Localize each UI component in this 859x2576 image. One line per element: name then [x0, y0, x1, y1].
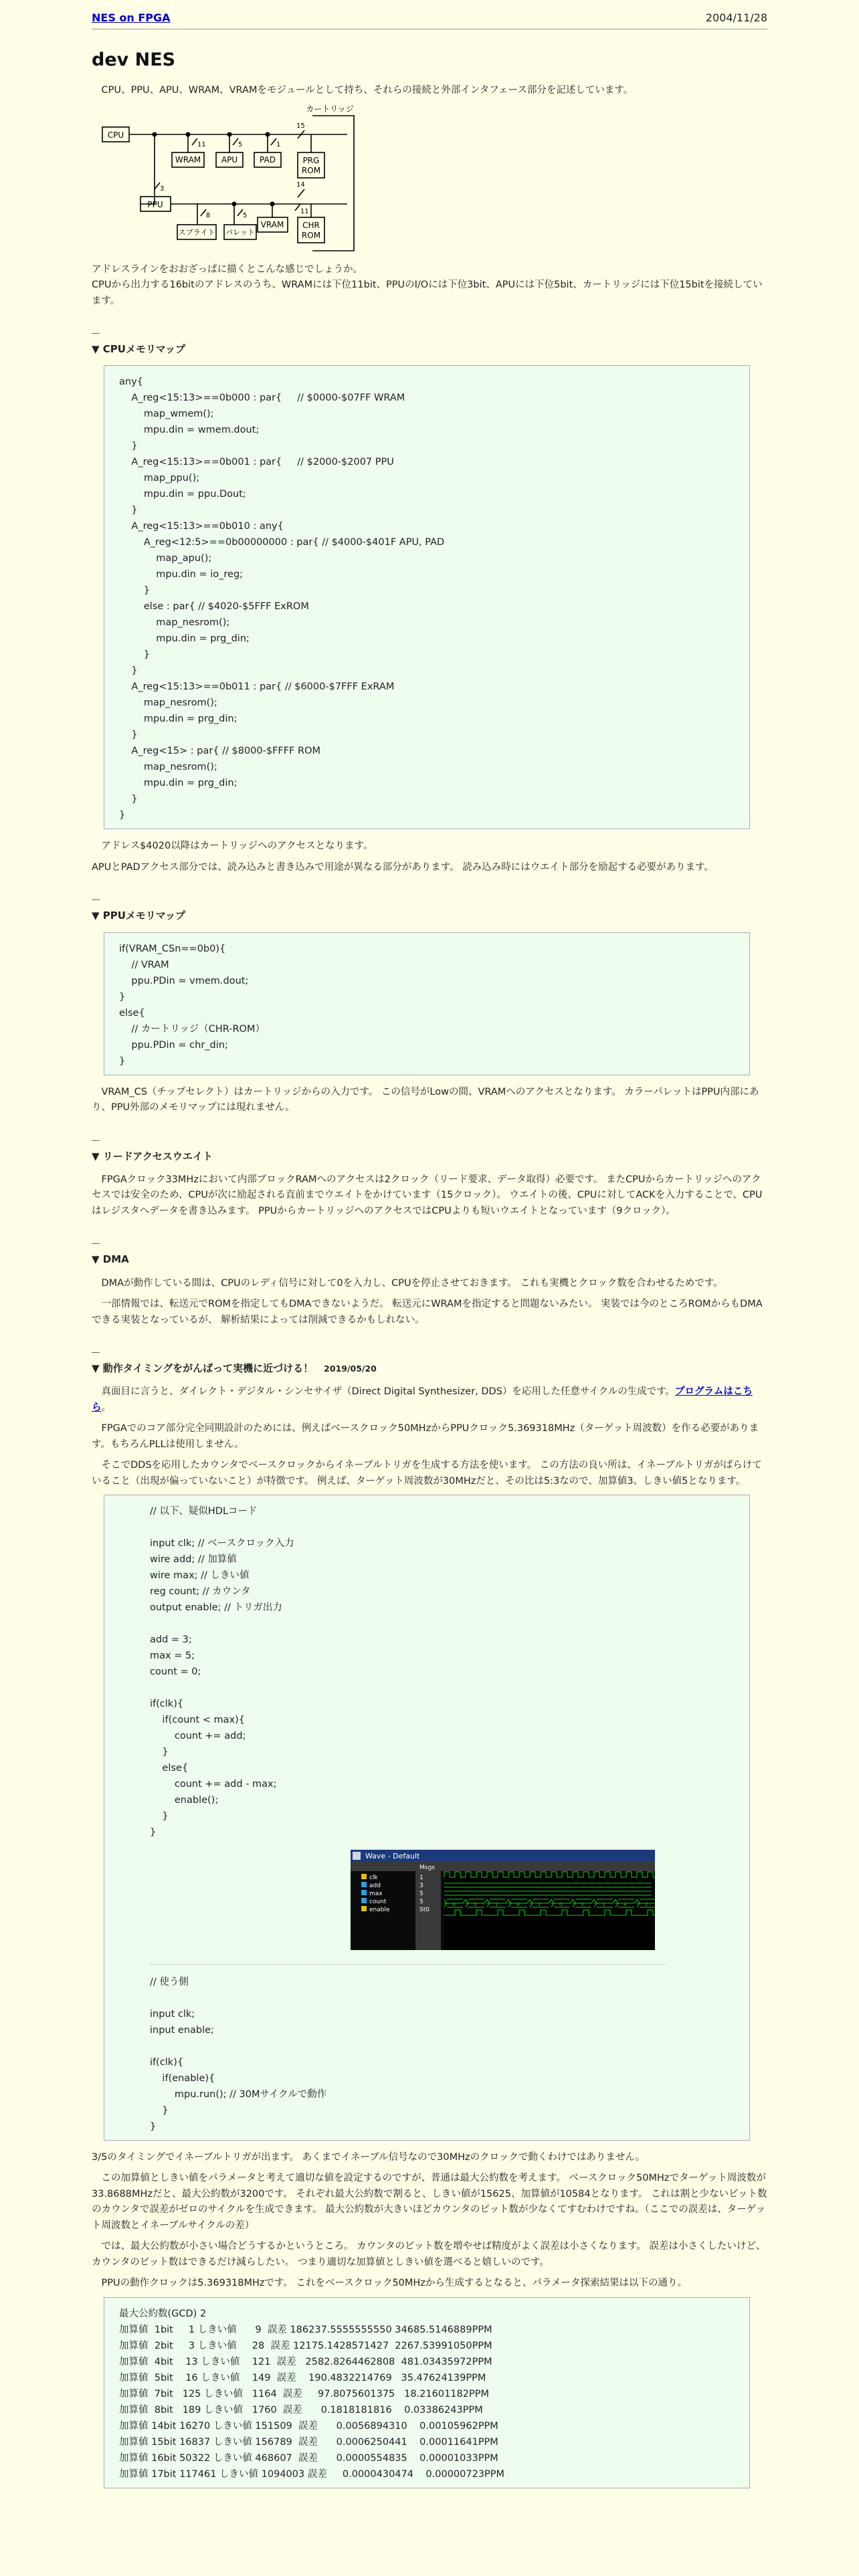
bus-width-cart: 15 [296, 122, 305, 130]
signal-icon [361, 1890, 367, 1895]
code-line [150, 1616, 749, 1632]
section-dma: ▼ DMA [92, 1253, 129, 1266]
wave-signal-value: St0 [419, 1907, 430, 1914]
wave-title: Wave - Default [365, 1852, 420, 1861]
section-separator: ― [92, 1239, 100, 1249]
code-line: any{ [119, 377, 143, 388]
chr-rom-box-label: ROM [301, 231, 321, 241]
code-line: } [150, 2105, 169, 2116]
code-line: input enable; [150, 2024, 214, 2036]
code-line: map_apu(); [119, 553, 212, 564]
wave-signal-name: clk [369, 1874, 378, 1882]
code-line: else{ [119, 1007, 145, 1018]
code-line [150, 1990, 749, 2006]
code-line: A_reg<15:13>==0b001 : par{ // $2000-$2007 PPU [119, 457, 394, 468]
hdl-code [150, 1503, 749, 1840]
code-line: 加算値 8bit 189 しきい値 1760 誤差 0.1818181816 0.03386243PPM [119, 2404, 483, 2416]
timing-intro: 真面目に言うと、ダイレクト・デジタル・シンセサイザ（Direct Digital Synthesizer, DDS）を応用した任意サイクルの生成です。プログラムはこちら。 [92, 1386, 753, 1413]
code-line: wire max; // しきい値 [150, 1570, 250, 1582]
code-line: 加算値 2bit 3 しきい値 28 誤差 12175.1428571427 2267.53991050PPM [119, 2340, 492, 2351]
code-line: } [119, 991, 126, 1002]
wave-msgs: Msgs [419, 1864, 435, 1872]
code-line: if(enable){ [150, 2072, 215, 2084]
count-value: 2 [645, 1902, 648, 1908]
divider [150, 1964, 665, 1965]
prg-box-label: PRG [302, 156, 320, 166]
code-line: A_reg<15:13>==0b000 : par{ // $0000-$07FF WRAM [119, 393, 405, 404]
code-line [150, 1680, 749, 1696]
home-link[interactable]: NES on FPGA [92, 11, 171, 24]
wave-signal-value: 3 [419, 1883, 423, 1890]
code-line: mpu.din = prg_din; [119, 633, 250, 645]
count-value: 2 [538, 1902, 541, 1908]
wave-signal-value: 1 [419, 1874, 423, 1882]
section-separator: ― [92, 895, 100, 905]
code-line: A_reg<15:13>==0b010 : any{ [119, 521, 284, 532]
code-line: map_nesrom(); [119, 617, 230, 629]
cartridge-label: カートリッジ [306, 104, 354, 114]
code-block-ppu [104, 932, 750, 1075]
bus-width-wram: 11 [197, 141, 206, 149]
code-line: mpu.din = io_reg; [119, 569, 244, 580]
code-line: mpu.din = prg_din; [119, 778, 237, 789]
wave-signal-value: 5 [419, 1899, 423, 1906]
code-line: ppu.PDin = chr_din; [119, 1039, 228, 1051]
bus-width-palette: 5 [243, 212, 248, 220]
count-value: 1 [495, 1902, 498, 1908]
code-line: } [119, 794, 138, 805]
section-timing: ▼ 動作タイミングをがんばって実機に近づける！ 2019/05/20 [92, 1362, 377, 1375]
program-link[interactable]: プログラムはこちら [92, 1386, 753, 1413]
code-line [150, 2038, 749, 2054]
code-line: output enable; // トリガ出力 [150, 1602, 282, 1614]
code-line: else{ [150, 1763, 189, 1774]
code-block-hdl [104, 1495, 750, 2140]
code-line: map_nesrom(); [119, 697, 217, 709]
code-line: } [119, 505, 138, 516]
vram-box-label: VRAM [260, 220, 284, 230]
wave-signal-name: add [369, 1883, 381, 1890]
section-separator: ― [92, 1135, 100, 1145]
section-ppu-memory-map: ▼ PPUメモリマップ [92, 909, 186, 922]
count-value: 1 [602, 1902, 605, 1908]
code-line: } [119, 810, 126, 821]
count-value: 4 [516, 1902, 520, 1908]
code-line: map_ppu(); [119, 473, 200, 484]
waveform-screenshot [351, 1850, 749, 1955]
section-date: 2019/05/20 [324, 1364, 377, 1374]
code-line: 加算値 14bit 16270 しきい値 151509 誤差 0.0056894310 0.00105962PPM [119, 2420, 498, 2432]
code-line: add = 3; [150, 1634, 192, 1646]
code-line: enable(); [150, 1795, 219, 1806]
after-hdl-text: 3/5のタイミングでイネーブルトリガが出ます。 あくまでイネーブル信号なので30MHzのクロックで動くわけではありません。 [92, 2151, 646, 2163]
ppu-clock-text: PPUの動作クロックは5.369318MHzです。 これをベースクロック50MHzから生成するとなると、パラメータ探索結果は以下の通り。 [101, 2278, 687, 2289]
code-line: A_reg<15:13>==0b011 : par{ // $6000-$7FFF ExRAM [119, 681, 395, 693]
code-line: 加算値 17bit 117461 しきい値 1094003 誤差 0.0000430474 0.00000723PPM [119, 2468, 505, 2480]
header-date: 2004/11/28 [705, 11, 767, 24]
wave-signal-name: count [369, 1899, 387, 1906]
section-separator: ― [92, 328, 100, 338]
timing-text-2: FPGAでのコア部分完全同期設計のためには、例えばベースクロック50MHzからPPUクロック5.369318MHz（ターゲット周波数）を作る必要があります。もちろんPLLは使用しません。 [92, 1423, 759, 1450]
bus-width-sprite: 8 [206, 212, 211, 220]
code-line: A_reg<15> : par{ // $8000-$FFFF ROM [119, 746, 321, 757]
code-line: 加算値 15bit 16837 しきい値 156789 誤差 0.0006250441 0.00011641PPM [119, 2436, 498, 2448]
code-line: wire add; // 加算値 [150, 1554, 237, 1566]
prg-rom-box-label: ROM [301, 166, 321, 176]
read-wait-text: FPGAクロック33MHzにおいて内部ブロックRAMへのアクセスは2クロック（リード要求、データ取得）必要です。 またCPUからカートリッジへのアクセスでは安全のため、CPUが次に励起される直前までウエイトをかけています（15クロック）。 ウエイトの後、CPUに対してACKを入力することで、CPUはレジスタへデータを書き込みます。 PPUからカートリッジへのアクセスではCPUよりも短いウエイトとなっています（9クロック）。 [92, 1174, 763, 1216]
code-line: if(VRAM_CSn==0b0){ [119, 943, 226, 954]
code-line: if(clk){ [150, 1699, 184, 1710]
ppu-map-note: VRAM_CS（チップセレクト）はカートリッジからの入力です。 この信号がLowの間、VRAMへのアクセスとなります。 カラーパレットはPPU内部にあり、PPU外部のメモリマップには現れません。 [92, 1086, 759, 1113]
code-line: 加算値 5bit 16 しきい値 149 誤差 190.4832214769 35.47624139PPM [119, 2372, 486, 2383]
apu-box-label: APU [221, 155, 238, 165]
count-value: 3 [581, 1902, 584, 1908]
code-line: // カートリッジ（CHR-ROM） [119, 1023, 265, 1035]
code-line: } [150, 1827, 157, 1838]
signal-icon [361, 1906, 367, 1911]
code-block-gcd [104, 2297, 750, 2488]
wave-signal-name: max [369, 1891, 383, 1898]
section-cpu-memory-map: ▼ CPUメモリマップ [92, 343, 186, 356]
block-diagram [97, 104, 767, 257]
code-line: map_nesrom(); [119, 762, 217, 773]
code-line: if(count < max){ [150, 1715, 245, 1726]
page-header [92, 0, 767, 29]
code-line: } [119, 585, 151, 597]
code-line: 加算値 1bit 1 しきい値 9 誤差 186237.5555555550 34685.5146889PPM [119, 2324, 492, 2335]
count-value: 0 [452, 1902, 456, 1908]
use-side-code [150, 1974, 749, 2135]
code-block-cpu [104, 365, 750, 829]
signal-icon [361, 1882, 367, 1887]
code-line: } [150, 1811, 169, 1822]
bus-width-ppu: 3 [160, 185, 165, 193]
bus-width-apu: 5 [238, 141, 243, 149]
wave-signal-name: enable [369, 1907, 390, 1914]
small-gcd-text: では、最大公約数が小さい場合どうするかというところ。 カウンタのビット数を増やせば精度がよく誤差は小さくなります。 誤差は小さくしたいけど、カウンタのビット数はできるだけ減らしたい。 つまり適切な加算値としきい値を選べると嬉しいのです。 [92, 2241, 766, 2268]
code-line: } [119, 649, 151, 661]
bus-width-pad: 1 [276, 141, 281, 149]
code-line: mpu.din = ppu.Dout; [119, 489, 246, 500]
code-line: mpu.din = wmem.dout; [119, 425, 260, 436]
code-line: mpu.run(); // 30Mサイクルで動作 [150, 2088, 327, 2100]
page-title: dev NES [92, 49, 176, 70]
code-line: // 以下、疑似HDLコード [150, 1506, 258, 1517]
dma-text-1: DMAが動作している間は、CPUのレディ信号に対して0を入力し、CPUを停止させておきます。 これも実機とクロック数を合わせるためです。 [101, 1277, 723, 1289]
count-value: 4 [624, 1902, 627, 1908]
code-line: } [119, 1055, 126, 1067]
code-line: max = 5; [150, 1650, 195, 1662]
count-value: 3 [474, 1902, 477, 1908]
bus-width-chr: 14 [296, 181, 305, 189]
section-separator: ― [92, 1348, 100, 1358]
code-line: if(clk){ [150, 2056, 184, 2068]
gcd-text: この加算値としきい値をパラメータと考えて適切な値を設定するのですが、普通は最大公約数を考えます。 ベースクロック50MHzでターゲット周波数が33.8688MHzだと、最大公約数が3200です。 それぞれ最大公約数で割ると、しきい値が15625、加算値が10584となります。 これは割と少ないビット数のカウンタで誤差がゼロのサイクルを生成できます。 最大公約数が大きいほどカウンタのビット数が少なくてすむわけですね。（ここでの誤差は、ターゲット周波数とイネーブルサイクルの差） [92, 2173, 767, 2231]
bus-width-vram: 11 [300, 208, 309, 216]
sprite-box-label: スプライト [178, 228, 215, 237]
wram-box-label: WRAM [175, 155, 201, 165]
code-line: A_reg<12:5>==0b00000000 : par{ // $4000-$401F APU, PAD [119, 537, 445, 548]
timing-text-3: そこでDDSを応用したカウンタでベースクロックからイネーブルトリガを生成する方法を使います。 この方法の良い所は、イネーブルトリガがばらけていること（出現が偏っていないこと）が特徴です。 例えば、ターゲット周波数が30MHzだと、その比は5:3なので、加算値3、しきい値5となります。 [92, 1460, 762, 1487]
chr-box-label: CHR [302, 221, 320, 231]
code-line: map_wmem(); [119, 409, 214, 420]
cpu-map-note: アドレス$4020以降はカートリッジへのアクセスとなります。 [101, 841, 373, 852]
palette-box-label: パレット [225, 228, 255, 237]
dma-text-2: 一部情報では、転送元でROMを指定してもDMAできないようだ。 転送元にWRAMを指定すると問題ないみたい。 実装では今のところROMからもDMAできる実装となっているが、 解析結果によっては削減できるかもしれない。 [92, 1299, 763, 1325]
code-line: reg count; // カウンタ [150, 1586, 251, 1598]
intro-text: CPU、PPU、APU、WRAM、VRAMをモジュールとして持ち、それらの接続と外部インタフェース部分を記述しています。 [101, 84, 634, 96]
code-line: count = 0; [150, 1667, 201, 1678]
count-value: 0 [559, 1902, 563, 1908]
address-line-text: アドレスラインをおおざっぱに描くとこんな感じでしょうか。 CPUから出力する16bitのアドレスのうち、WRAMには下位11bit、PPUのI/Oには下位3bit、APUには下位5bit、カートリッジには下位15bitを接続しています。 [92, 263, 763, 306]
code-line: 加算値 4bit 13 しきい値 121 誤差 2582.8264462808 481.03435972PPM [119, 2356, 492, 2367]
code-line: // VRAM [119, 959, 169, 970]
code-line: // 使う側 [150, 1976, 189, 1988]
code-line: 加算値 7bit 125 しきい値 1164 誤差 97.8075601375 18.21601182PPM [119, 2388, 489, 2399]
code-line: } [150, 1747, 169, 1758]
signal-icon [361, 1898, 367, 1903]
code-line: } [119, 665, 138, 677]
code-line: } [150, 2121, 157, 2132]
code-line: mpu.din = prg_din; [119, 714, 237, 725]
code-line: } [119, 441, 138, 452]
cpu-box-label: CPU [107, 130, 124, 140]
code-line: count += add; [150, 1731, 246, 1742]
code-line: input clk; // ベースクロック入力 [150, 1538, 294, 1549]
code-line: else : par{ // $4020-$5FFF ExROM [119, 601, 309, 613]
wave-signal-value: 5 [419, 1891, 423, 1898]
pad-box-label: PAD [260, 155, 276, 165]
code-line [150, 1519, 749, 1535]
ppu-box-label: PPU [147, 200, 163, 210]
code-line: 加算値 16bit 50322 しきい値 468607 誤差 0.0000554835 0.00001033PPM [119, 2452, 498, 2464]
code-line: ppu.PDin = vmem.dout; [119, 975, 249, 986]
section-read-access-wait: ▼ リードアクセスウエイト [92, 1150, 213, 1162]
page [92, 0, 767, 2488]
code-line: 最大公約数(GCD) 2 [119, 2308, 207, 2319]
cpu-map-note-2: APUとPADアクセス部分では、読み込みと書き込みで用途が異なる部分があります。 読み込み時にはウエイト部分を励起する必要があります。 [92, 861, 714, 873]
code-line: } [119, 730, 138, 741]
signal-icon [361, 1874, 367, 1879]
code-line: input clk; [150, 2008, 195, 2020]
code-line: count += add - max; [150, 1779, 277, 1790]
